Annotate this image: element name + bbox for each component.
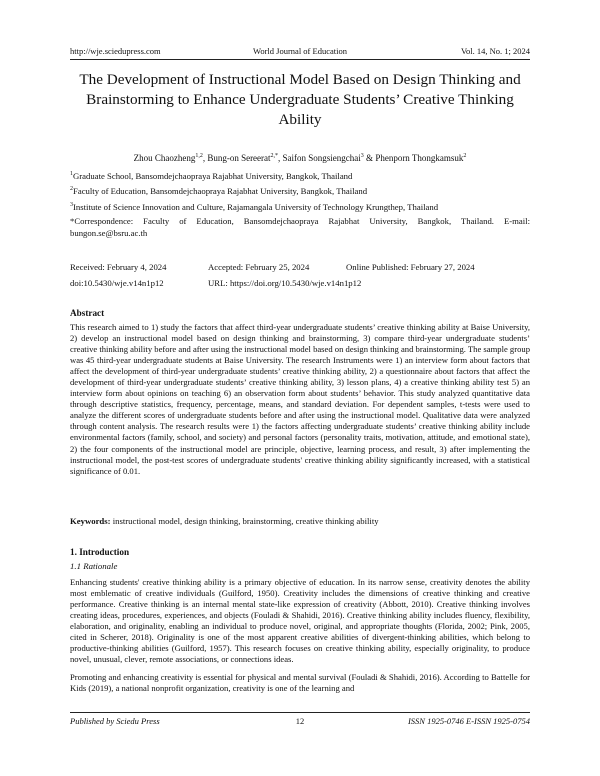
affiliation-number: 3	[70, 202, 73, 208]
affiliation-text: Institute of Science Innovation and Culture, Rajamangala University of Technology Krungthep, Thailand	[73, 201, 439, 212]
volume-info: Vol. 14, No. 1; 2024	[460, 46, 530, 56]
received-date: Received: February 4, 2024	[70, 262, 167, 272]
body-paragraph: Enhancing students' creative thinking ability is a primary objective of education. In its narrow sense, creativity denotes the ability most emblematic of creative individuals (Guilford, 1950). Creativity includes the dimensions of creative thinking and creative performance. Creative thinking is an internal mental state-like expression of creativity (Abbott, 2010). Creative thinking involves creating ideas, procedures, experiences, and objects (Fouladi & Shahidi, 2016). Creative thinking ability includes fluency, flexibility, elaboration, and originality, enabling an individual to produce novel, original, and appropriate thoughts (Florida, 2002; Pink, 2005, cited in Scherer, 2018). Originality is one of the most apparent creative abilities of divergent-thinking abilities, which belong to productive-thinking abilities (Guilford, 1957). This research focuses on creative thinking ability, especially originality, to produce novel, unusual, clever, remote associations, or connections ideas.	[70, 577, 530, 665]
journal-url[interactable]: http://wje.sciedupress.com	[70, 46, 161, 56]
section-heading-introduction: 1. Introduction	[70, 547, 130, 557]
author-separator: &	[363, 153, 376, 163]
accepted-date: Accepted: February 25, 2024	[208, 262, 310, 272]
author-name: Bung-on Sereerat	[207, 153, 271, 163]
article-url[interactable]: URL: https://doi.org/10.5430/wje.v14n1p12	[208, 278, 362, 288]
affiliation	[70, 169, 530, 182]
affiliation-text: Faculty of Education, Bansomdejchaopraya Rajabhat University, Bangkok, Thailand	[73, 185, 368, 196]
affiliation-number: 1	[70, 171, 73, 177]
page-number: 12	[295, 716, 305, 726]
keywords-label: Keywords:	[70, 516, 111, 526]
publisher: Published by Sciedu Press	[70, 716, 160, 726]
author-name: Zhou Chaozheng	[133, 153, 196, 163]
journal-name: World Journal of Education	[253, 46, 347, 56]
author-affiliation-mark: 2,*	[270, 153, 279, 159]
subsection-heading-rationale: 1.1 Rationale	[70, 561, 118, 571]
author-separator: ,	[202, 153, 208, 163]
author-affiliation-mark: 2	[463, 153, 467, 159]
issn: ISSN 1925-0746 E-ISSN 1925-0754	[407, 716, 530, 726]
affiliation-text: Graduate School, Bansomdejchaopraya Rajabhat University, Bangkok, Thailand	[73, 170, 353, 181]
correspondence: *Correspondence: Faculty of Education, Bansomdejchaopraya Rajabhat University, Bangkok, Thailand. E-mail: bungon.se@bsru.ac.th	[70, 216, 530, 238]
author-separator: ,	[278, 153, 283, 163]
abstract-heading: Abstract	[70, 308, 105, 318]
keywords-text: instructional model, design thinking, brainstorming, creative thinking ability	[110, 516, 379, 526]
author-name: Phenporn Thongkamsuk	[375, 153, 464, 163]
author-list	[70, 153, 530, 163]
author-name: Saifon Songsiengchai	[282, 153, 361, 163]
published-date: Online Published: February 27, 2024	[346, 262, 475, 272]
paper-title: The Development of Instructional Model Based on Design Thinking and Brainstorming to Enhance Undergraduate Students’ Creative Thinking Ability	[79, 71, 521, 128]
affiliation-number: 2	[70, 186, 73, 192]
affiliation	[70, 184, 530, 197]
author-affiliation-mark: 3	[360, 153, 364, 159]
author-affiliation-mark: 1,2	[195, 153, 203, 159]
keywords	[70, 516, 530, 526]
header-rule	[70, 59, 530, 60]
doi[interactable]: doi:10.5430/wje.v14n1p12	[70, 278, 164, 288]
body-paragraph: Promoting and enhancing creativity is essential for physical and mental survival (Fouladi & Shahidi, 2016). According to Battelle for Kids (2019), a national nonprofit organization, creativity is one of the learning and	[70, 672, 530, 694]
footer-rule	[70, 712, 530, 713]
abstract-text: This research aimed to 1) study the factors that affect third-year undergraduate students’ creative thinking ability at Baise University, 2) develop an instructional model based on design thinking and brainstorming, 3) compare third-year undergraduate students’ creative thinking ability before and after using the instructional model based on design thinking and brainstorming. The sample group was 45 third-year undergraduate students at Baise University. The research Instruments were 1) an interview form about factors that affect the development of third-year undergraduate students’ creative thinking ability, 2) a questionnaire about factors that affect the development of third-year undergraduate students’ creative thinking ability, 3) lesson plans, 4) a creative thinking ability test 5) an interview form about opinions on teaching 6) an observation form about students’ behavior. This study analyzed quantitative data through descriptive statistics, frequency, percentage, means, and standard deviation. For dependent samples, t-tests were used to analyze the different scores of undergraduate students before and after using the instructional model. Qualitative data were analyzed through content analysis. The research results were 1) the factors affecting undergraduate students’ creative thinking ability include environmental factors (family, school, and society) and personal factors (personality traits, motivation, attitude, and emotional state), 2) the four components of the instructional model are principle, objective, learning process, and result, 3) after implementing the instructional model, the post-test scores of undergraduate students' creative thinking ability significantly increased, with a statistical significance of 0.01.	[70, 322, 530, 476]
affiliation	[70, 200, 530, 213]
